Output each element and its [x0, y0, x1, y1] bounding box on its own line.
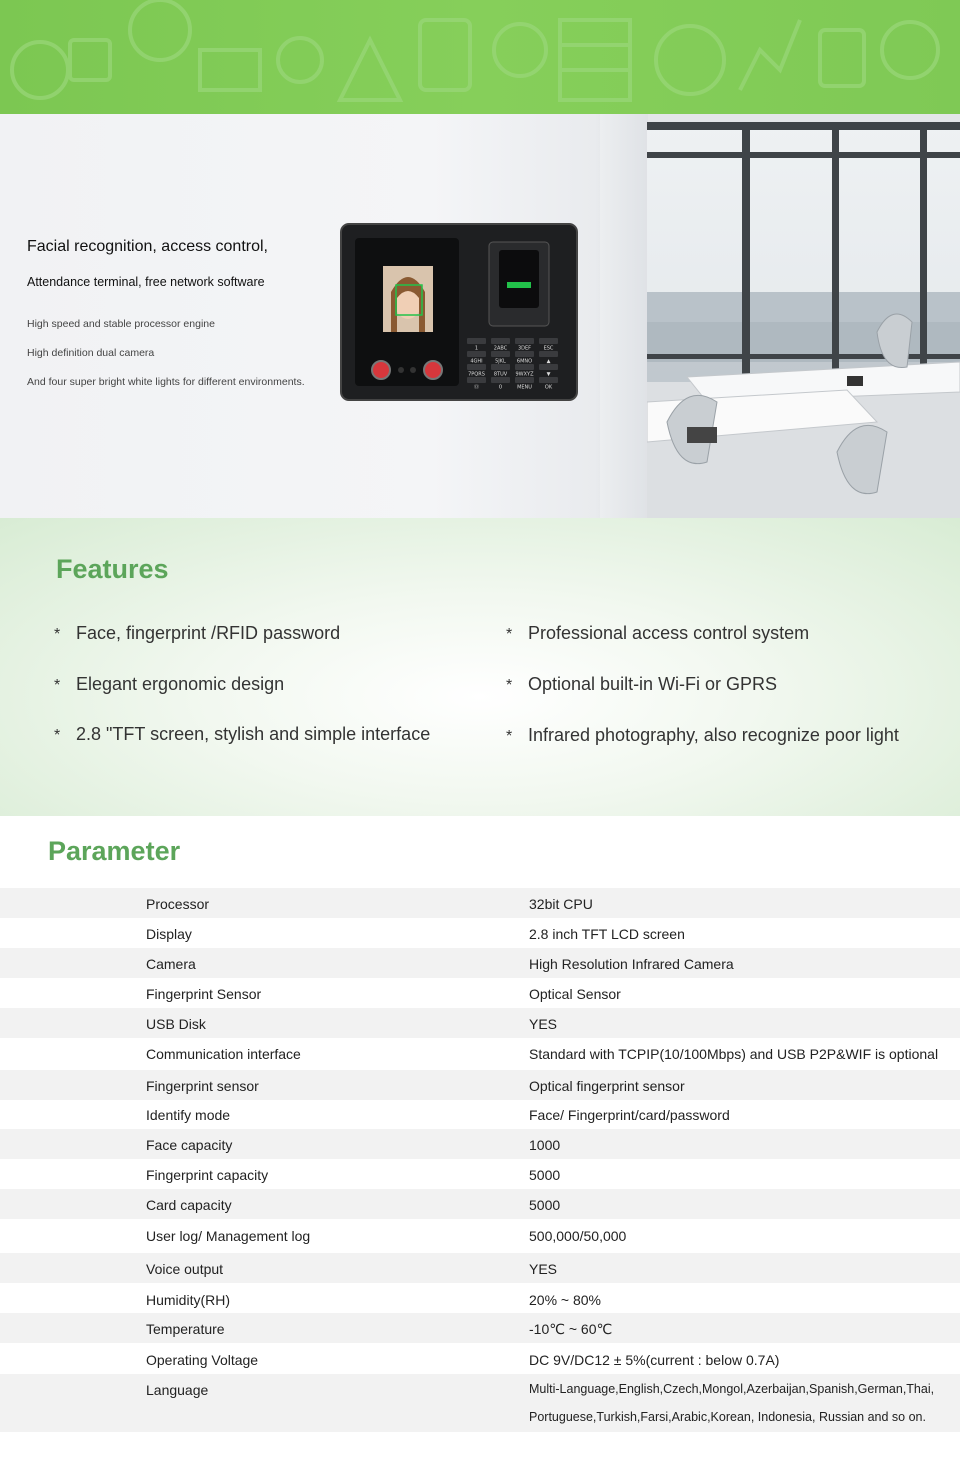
- parameter-value: 2.8 inch TFT LCD screen: [529, 926, 685, 942]
- asterisk-icon: *: [506, 728, 513, 745]
- keypad-key-label: 7PQRS: [468, 371, 485, 378]
- keypad-key: [491, 351, 510, 357]
- parameter-value-continued: Portuguese,Turkish,Farsi,Arabic,Korean, Indonesia, Russian and so on.: [529, 1410, 926, 1424]
- parameter-value: 1000: [529, 1137, 561, 1153]
- parameter-value: Optical fingerprint sensor: [529, 1078, 685, 1094]
- parameter-value: 20% ~ 80%: [529, 1292, 601, 1308]
- parameter-row: [0, 1284, 960, 1314]
- device-light-left: [372, 361, 390, 379]
- hero-line-processor: High speed and stable processor engine: [27, 318, 215, 330]
- parameter-key: Card capacity: [146, 1197, 232, 1213]
- parameter-value: 5000: [529, 1197, 561, 1213]
- parameter-row: [0, 1159, 960, 1189]
- keypad-key: [467, 377, 486, 383]
- hero-wall-panel: [600, 114, 648, 518]
- hero-line-camera: High definition dual camera: [27, 347, 155, 359]
- parameter-key: Identify mode: [146, 1107, 231, 1123]
- device-screen: [383, 266, 433, 332]
- keypad-key-label: 8TUV: [493, 371, 508, 378]
- fingerprint-sensor: [489, 242, 549, 326]
- asterisk-icon: *: [54, 727, 61, 744]
- banner-icon-pattern: [0, 0, 960, 114]
- keypad-key-label: 6MNO: [516, 358, 533, 365]
- keypad-key: [515, 364, 534, 370]
- keypad-key: [515, 338, 534, 344]
- asterisk-icon: *: [54, 626, 61, 643]
- feature-item: * Elegant ergonomic design: [54, 674, 285, 694]
- asterisk-icon: *: [54, 677, 61, 694]
- parameter-value: High Resolution Infrared Camera: [529, 956, 734, 972]
- asterisk-icon: *: [506, 677, 513, 694]
- keypad-key: [491, 364, 510, 370]
- parameter-key: USB Disk: [146, 1016, 206, 1032]
- parameter-row: [0, 1344, 960, 1374]
- keypad-key: [539, 351, 558, 357]
- parameter-row: [0, 1313, 960, 1343]
- parameter-row: [0, 1038, 960, 1068]
- attendance-terminal-device: [339, 222, 579, 402]
- parameter-value: 32bit CPU: [529, 896, 593, 912]
- parameter-value: Multi-Language,English,Czech,Mongol,Azerbaijan,Spanish,German,Thai,: [529, 1382, 935, 1396]
- keypad-key: [467, 351, 486, 357]
- office-window-picture: [647, 122, 960, 518]
- parameter-key: Language: [146, 1382, 209, 1398]
- keypad-key: [467, 364, 486, 370]
- parameter-title: Parameter: [48, 836, 181, 866]
- feature-item: * Infrared photography, also recognize poor light: [506, 725, 899, 745]
- parameter-row: [0, 948, 960, 978]
- parameter-row: [0, 918, 960, 948]
- parameter-row: [0, 1189, 960, 1219]
- keypad-key: [491, 377, 510, 383]
- keypad-key-label: ▼: [546, 371, 551, 378]
- keypad-key: [491, 338, 510, 344]
- parameter-value: -10℃ ~ 60℃: [529, 1321, 613, 1337]
- keypad-key-label: OK: [544, 384, 553, 391]
- keypad-key-label: 2ABC: [493, 345, 508, 352]
- parameter-key: Humidity(RH): [146, 1292, 230, 1308]
- parameter-row: [0, 888, 960, 918]
- parameter-row: [0, 1253, 960, 1283]
- hero-line-lights: And four super bright white lights for different environments.: [27, 376, 305, 388]
- keypad-key: [515, 377, 534, 383]
- keypad-key-label: 3DEF: [517, 345, 532, 352]
- parameter-key: Communication interface: [146, 1046, 301, 1062]
- parameter-value: 500,000/50,000: [529, 1228, 627, 1244]
- parameter-key: Voice output: [146, 1261, 224, 1277]
- feature-item: * Professional access control system: [506, 623, 810, 643]
- parameter-row: [0, 1374, 960, 1432]
- keypad-key-label: 0: [498, 384, 503, 391]
- parameter-row: [0, 1220, 960, 1250]
- parameter-value: Optical Sensor: [529, 986, 621, 1002]
- parameter-key: Fingerprint sensor: [146, 1078, 259, 1094]
- parameter-key: Fingerprint capacity: [146, 1167, 269, 1183]
- keypad-key-label: 1: [474, 345, 479, 352]
- parameter-key: Face capacity: [146, 1137, 233, 1153]
- parameter-value: Standard with TCPIP(10/100Mbps) and USB P2P&WIF is optional: [529, 1046, 939, 1062]
- parameter-key: Camera: [146, 956, 196, 972]
- keypad-key-label: ▲: [546, 358, 551, 365]
- keypad-key: [467, 338, 486, 344]
- hero-title: Facial recognition, access control,: [27, 238, 268, 255]
- device-light-right: [424, 361, 442, 379]
- keypad-key-label: 4GHI: [470, 358, 483, 365]
- keypad-key: [539, 338, 558, 344]
- parameter-key: Temperature: [146, 1321, 225, 1337]
- parameter-row: [0, 978, 960, 1008]
- keypad-key-label: 5JKL: [495, 358, 506, 365]
- feature-item: * 2.8 "TFT screen, stylish and simple interface: [54, 724, 431, 744]
- top-banner: [0, 0, 960, 114]
- keypad-key-label: ESC: [543, 345, 554, 352]
- features-section: [0, 518, 960, 816]
- parameter-key: Fingerprint Sensor: [146, 986, 262, 1002]
- keypad-key: [539, 364, 558, 370]
- feature-item: * Optional built-in Wi-Fi or GPRS: [506, 674, 778, 694]
- keypad-key-label: 9WXYZ: [515, 371, 534, 378]
- parameter-key: Display: [146, 926, 192, 942]
- keypad-key: [539, 377, 558, 383]
- parameter-value: Face/ Fingerprint/card/password: [529, 1107, 730, 1123]
- parameter-row: [0, 1099, 960, 1129]
- asterisk-icon: *: [506, 626, 513, 643]
- keypad-key-label: MENU: [517, 384, 532, 391]
- hero-section: [0, 114, 960, 518]
- parameter-value: DC 9V/DC12 ± 5%(current : below 0.7A): [529, 1352, 780, 1368]
- keypad-key-label: Ⓞ: [473, 384, 480, 391]
- parameter-row: [0, 1008, 960, 1038]
- features-title: Features: [56, 554, 169, 584]
- parameter-value: YES: [529, 1016, 558, 1032]
- parameter-value: 5000: [529, 1167, 561, 1183]
- keypad-key: [515, 351, 534, 357]
- parameter-key: User log/ Management log: [146, 1228, 311, 1244]
- parameter-row: [0, 1129, 960, 1159]
- feature-item: * Face, fingerprint /RFID password: [54, 623, 341, 643]
- parameter-key: Operating Voltage: [146, 1352, 259, 1368]
- parameter-value: YES: [529, 1261, 558, 1277]
- parameter-key: Processor: [146, 896, 210, 912]
- hero-subtitle: Attendance terminal, free network software: [27, 275, 265, 289]
- parameter-row: [0, 1070, 960, 1100]
